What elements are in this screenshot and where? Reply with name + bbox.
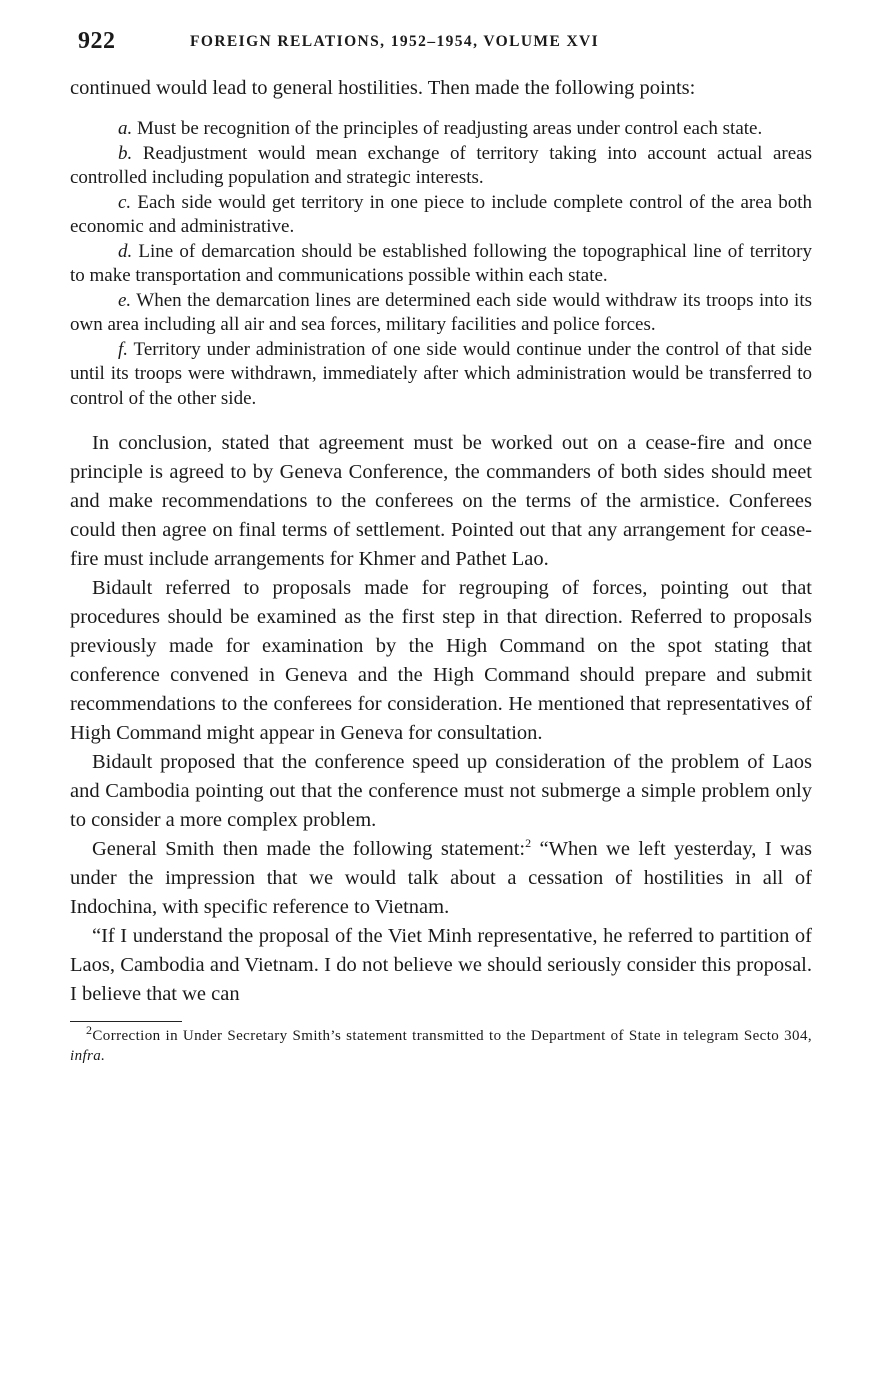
point-text: Readjustment would mean exchange of territory taking into account actual areas controlled including population and strategic interests. <box>70 142 812 188</box>
point-label: d. <box>118 240 133 262</box>
footnote-reference: 2 <box>525 836 532 851</box>
conclusion-paragraph: In conclusion, stated that agreement must be worked out on a cease-fire and once principle is agreed to by Geneva Conference, the commanders of both sides should meet and make recommendations to the conferees on the terms of the armistice. Conferees could then agree on final terms of settlement. Pointed out that any arrangement for cease-fire must include arrangements for Khmer and Pathet Lao. <box>70 432 812 570</box>
smith-statement-paragraph <box>70 835 812 922</box>
point-label: c. <box>118 191 132 213</box>
page-number: 922 <box>78 28 116 54</box>
bidault-paragraph-1: Bidault referred to proposals made for regrouping of forces, pointing out that procedures should be examined as the first step in that direction. Referred to proposals previously made for examination by the High Command on the spot stating that conference convened in Geneva and the High Command should prepare and submit recommendations to the conferees for consideration. He mentioned that representatives of High Command might appear in Geneva for consultation. <box>70 577 812 744</box>
smith-intro: General Smith then made the following statement: <box>92 838 526 860</box>
point-label: e. <box>118 289 132 311</box>
document-page <box>70 22 812 1066</box>
point-text: Territory under administration of one side would continue under the control of that side until its troops were withdrawn, immediately after which administration would be transferred to control of the other side. <box>70 338 812 409</box>
point-d <box>70 240 812 289</box>
point-e <box>70 289 812 338</box>
point-label: b. <box>118 142 133 164</box>
point-c <box>70 191 812 240</box>
point-label: f. <box>118 338 129 360</box>
point-b <box>70 142 812 191</box>
point-text: Line of demarcation should be established following the topographical line of territory to make transportation and communications possible within each state. <box>70 240 812 286</box>
footnote-italic: infra. <box>70 1048 106 1064</box>
footnote-divider <box>70 1021 182 1022</box>
point-a <box>70 117 812 142</box>
bidault-paragraph-2: Bidault proposed that the conference speed up consideration of the problem of Laos and Cambodia pointing out that the conference must not submerge a simple problem only to consider a more complex problem. <box>70 751 812 831</box>
point-text: Each side would get territory in one piece to include complete control of the area both economic and administrative. <box>70 191 812 237</box>
point-label: a. <box>118 118 133 139</box>
points-list <box>70 117 812 411</box>
lead-paragraph: continued would lead to general hostilities. Then made the following points: <box>70 77 696 99</box>
point-text: Must be recognition of the principles of readjusting areas under control each state. <box>132 118 763 139</box>
footnote-text: Correction in Under Secretary Smith’s statement transmitted to the Department of State in telegram Secto 304, <box>92 1028 812 1044</box>
running-head: FOREIGN RELATIONS, 1952–1954, VOLUME XVI <box>190 33 600 50</box>
smith-quote-start: “When we left yesterday, I was under the impression that we would talk about a cessation of hostilities in all of Indochina, with specific reference to Vietnam. <box>70 838 812 918</box>
footnote-marker: 2 <box>86 1023 93 1037</box>
point-f <box>70 338 812 412</box>
smith-quote-paragraph: “If I understand the proposal of the Viet Minh representative, he referred to partition of Laos, Cambodia and Vietnam. I do not believe we should seriously consider this proposal. I believe that we can <box>70 925 812 1005</box>
page-header <box>70 22 812 56</box>
footnote <box>70 1023 812 1066</box>
point-text: When the demarcation lines are determined each side would withdraw its troops into its own area including all air and sea forces, military facilities and police forces. <box>70 289 812 335</box>
